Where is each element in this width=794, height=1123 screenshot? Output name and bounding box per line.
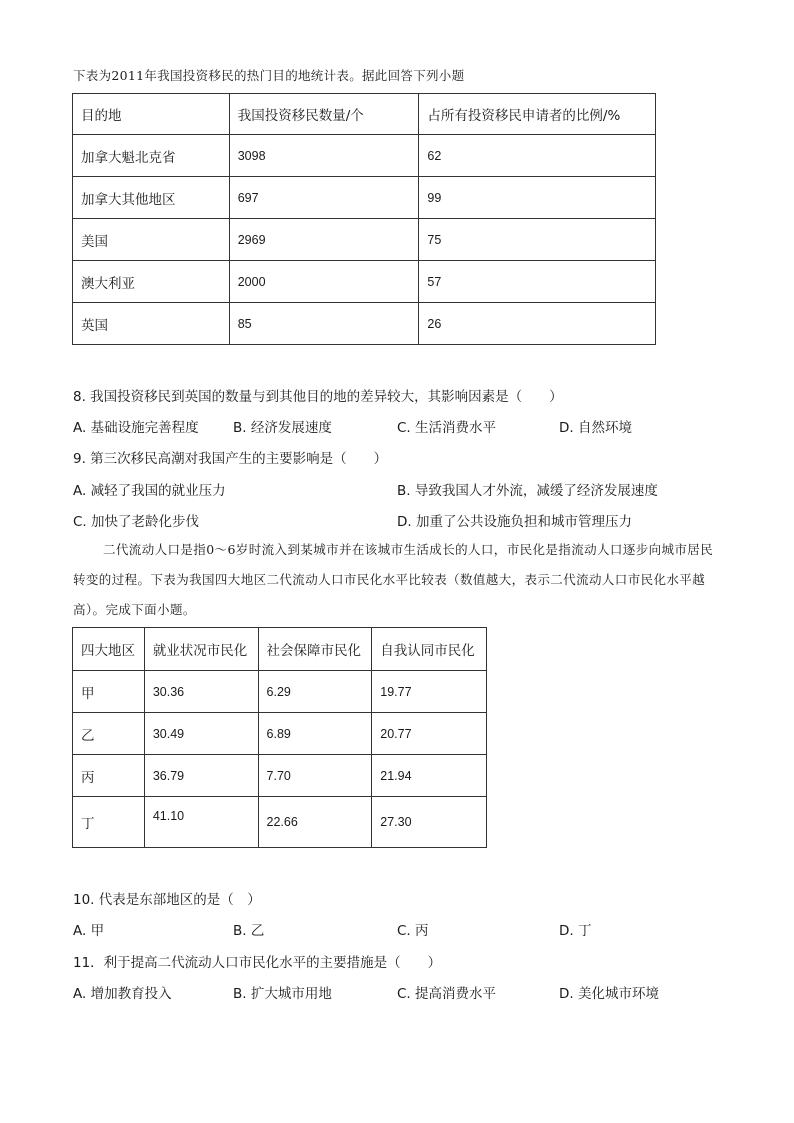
q10-option-d: D. 丁 bbox=[559, 923, 592, 939]
table-cell: 英国 bbox=[73, 303, 230, 345]
q10-option-c: C. 丙 bbox=[397, 923, 429, 939]
q9-option-b: B. 导致我国人才外流，减缓了经济发展速度 bbox=[397, 483, 658, 499]
q9-option-a: A. 减轻了我国的就业压力 bbox=[73, 483, 226, 499]
q8-option-a: A. 基础设施完善程度 bbox=[73, 420, 199, 436]
table-header-row bbox=[73, 628, 487, 671]
header-cell: 四大地区 bbox=[73, 628, 145, 671]
table-row bbox=[73, 713, 487, 755]
table-cell: 36.79 bbox=[144, 755, 258, 797]
q11-option-b: B. 扩大城市用地 bbox=[233, 986, 332, 1002]
q8-option-b: B. 经济发展速度 bbox=[233, 420, 332, 436]
table-row bbox=[73, 303, 656, 345]
q11-option-c: C. 提高消费水平 bbox=[397, 986, 497, 1002]
q10-option-a: A. 甲 bbox=[73, 923, 105, 939]
table-cell: 85 bbox=[229, 303, 419, 345]
table-cell: 99 bbox=[419, 177, 656, 219]
table-cell: 6.89 bbox=[258, 713, 372, 755]
table-cell: 697 bbox=[229, 177, 419, 219]
q8-option-d: D. 自然环境 bbox=[559, 420, 632, 436]
q11-option-d: D. 美化城市环境 bbox=[559, 986, 659, 1002]
q10-option-b: B. 乙 bbox=[233, 923, 265, 939]
table-cell: 57 bbox=[419, 261, 656, 303]
question-8-stem: 8. 我国投资移民到英国的数量与到其他目的地的差异较大，其影响因素是（ ） bbox=[73, 389, 563, 405]
table-cell: 26 bbox=[419, 303, 656, 345]
q8-option-c: C. 生活消费水平 bbox=[397, 420, 497, 436]
intro-text-1: 下表为2011年我国投资移民的热门目的地统计表。据此回答下列小题 bbox=[73, 68, 465, 83]
header-cell: 社会保障市民化 bbox=[258, 628, 372, 671]
table-cell: 27.30 bbox=[372, 797, 487, 848]
table-row bbox=[73, 219, 656, 261]
table-investment-migration bbox=[72, 93, 656, 345]
table-cell: 丙 bbox=[73, 755, 145, 797]
table-cell: 21.94 bbox=[372, 755, 487, 797]
table-cell: 美国 bbox=[73, 219, 230, 261]
header-cell: 自我认同市民化 bbox=[372, 628, 487, 671]
table-row bbox=[73, 755, 487, 797]
table-cell: 19.77 bbox=[372, 671, 487, 713]
table-cell: 41.10 bbox=[144, 797, 258, 848]
table-cell: 加拿大其他地区 bbox=[73, 177, 230, 219]
q11-option-a: A. 增加教育投入 bbox=[73, 986, 172, 1002]
table-cell: 澳大利亚 bbox=[73, 261, 230, 303]
table-cell: 75 bbox=[419, 219, 656, 261]
header-cell: 我国投资移民数量/个 bbox=[229, 94, 419, 135]
table-cell: 7.70 bbox=[258, 755, 372, 797]
intro-text-2: 二代流动人口是指0～6岁时流入到某城市并在该城市生活成长的人口，市民化是指流动人口逐步向城市居民转变的过程。下表为我国四大地区二代流动人口市民化水平比较表（数值越大，表示二代流动人口市民化水平越高）。完成下面小题。 bbox=[73, 542, 714, 617]
table-cell: 2000 bbox=[229, 261, 419, 303]
table-cell: 30.49 bbox=[144, 713, 258, 755]
table-row bbox=[73, 135, 656, 177]
header-cell: 就业状况市民化 bbox=[144, 628, 258, 671]
header-cell: 目的地 bbox=[73, 94, 230, 135]
table-cell: 6.29 bbox=[258, 671, 372, 713]
table-cell: 20.77 bbox=[372, 713, 487, 755]
table-row bbox=[73, 671, 487, 713]
table-row bbox=[73, 177, 656, 219]
table-cell: 30.36 bbox=[144, 671, 258, 713]
table-cell: 62 bbox=[419, 135, 656, 177]
table-header-row bbox=[73, 94, 656, 135]
table-citizenization bbox=[72, 627, 487, 848]
table-row bbox=[73, 797, 487, 848]
q9-option-c: C. 加快了老龄化步伐 bbox=[73, 514, 200, 530]
question-10-stem: 10. 代表是东部地区的是（ ） bbox=[73, 892, 261, 908]
table-cell: 加拿大魁北克省 bbox=[73, 135, 230, 177]
table-row bbox=[73, 261, 656, 303]
table-cell: 2969 bbox=[229, 219, 419, 261]
table-cell: 乙 bbox=[73, 713, 145, 755]
question-11-stem: 11．利于提高二代流动人口市民化水平的主要措施是（ ） bbox=[73, 955, 442, 971]
table-cell: 甲 bbox=[73, 671, 145, 713]
header-cell: 占所有投资移民申请者的比例/% bbox=[419, 94, 656, 135]
question-9-stem: 9. 第三次移民高潮对我国产生的主要影响是（ ） bbox=[73, 451, 388, 467]
table-cell: 3098 bbox=[229, 135, 419, 177]
q9-option-d: D. 加重了公共设施负担和城市管理压力 bbox=[397, 514, 632, 530]
table-cell: 22.66 bbox=[258, 797, 372, 848]
table-cell: 丁 bbox=[73, 797, 145, 848]
